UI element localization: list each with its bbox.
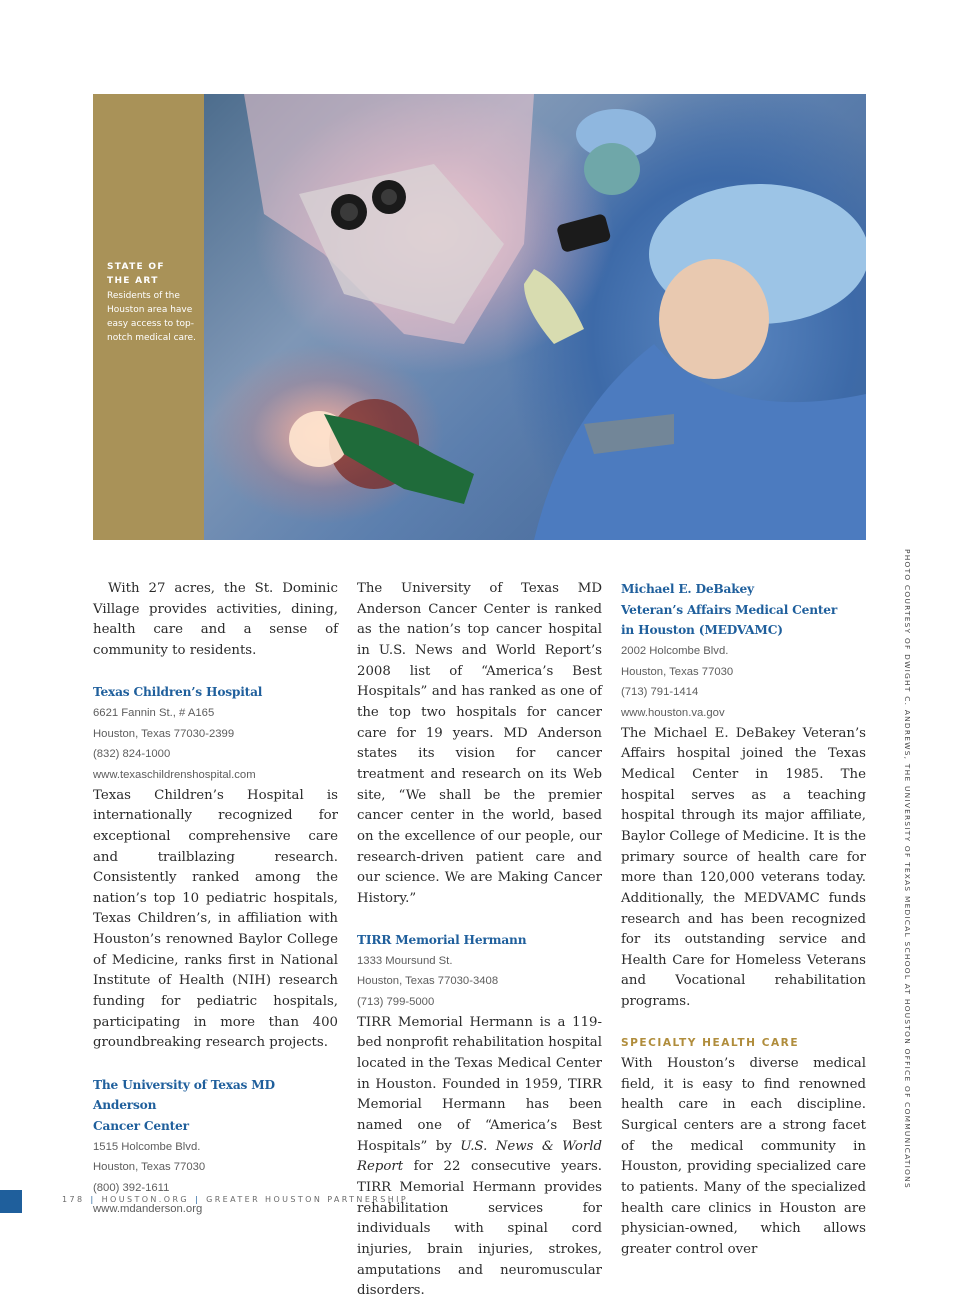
footer-site: HOUSTON.ORG	[101, 1195, 190, 1204]
surgery-photo	[204, 94, 866, 540]
mda-name-line2: Cancer Center	[93, 1119, 189, 1134]
tch-city: Houston, Texas 77030-2399	[93, 727, 235, 740]
spacer	[93, 1054, 338, 1075]
footer-publisher: GREATER HOUSTON PARTNERSHIP	[206, 1195, 409, 1204]
footer-separator: |	[90, 1195, 96, 1204]
tirr-body-publication: U.S. News & World Report	[357, 1138, 602, 1175]
specialty-body: With Houston’s diverse medical field, it is easy to find renowned health care in each discipline. Surgical centers are a strong facet of the medical community in Houston, providing specialized care to patients. Many of the specialized health care clinics in Houston are physician-owned, which allows greater control over	[621, 1056, 866, 1257]
folio-accent-bar	[0, 1190, 22, 1213]
feature-photo-block	[93, 94, 866, 540]
tch-address: 6621 Fannin St., # A165	[93, 706, 215, 719]
spacer	[621, 1013, 866, 1034]
mda-name-line1: The University of Texas MD Anderson	[93, 1077, 275, 1113]
va-name-line3: in Houston (MEDVAMC)	[621, 623, 783, 638]
va-web-link[interactable]: www.houston.va.gov	[621, 706, 725, 719]
tirr-phone: (713) 799-5000	[357, 996, 435, 1009]
va-name-line1: Michael E. DeBakey	[621, 582, 754, 596]
spacer	[357, 910, 602, 931]
page-number: 178	[62, 1195, 85, 1204]
spacer	[93, 662, 338, 683]
caption-text: Residents of the Houston area have easy access to top-notch medical care.	[107, 290, 196, 344]
tch-phone: (832) 824-1000	[93, 748, 171, 761]
tch-body: Texas Children’s Hospital is internationally recognized for exceptional comprehensive care and trailblazing research. Consistently ranked among the nation’s top 10 pediatric hospitals, Texas Children’s, in affiliation with Houston’s renowned Baylor College of Medicine, ranks first in National Institute of Health (NIH) research funding for pediatric hospitals, participating in more than 400 groundbreaking research projects.	[93, 787, 338, 1051]
mda-web-link[interactable]: www.mdanderson.org	[93, 1202, 203, 1215]
tirr-body-part-b: for 22 consecutive years. TIRR Memorial Hermann provides rehabilitation services for individuals with spinal cord injuries, brain injuries, strokes, amputations and neuromuscular disorders.	[357, 1159, 602, 1299]
va-address: 2002 Holcombe Blvd.	[621, 644, 729, 657]
va-phone: (713) 791-1414	[621, 686, 699, 699]
text-column-3	[621, 579, 866, 1261]
caption-title-line2: THE ART	[107, 276, 159, 287]
specialty-heading: SPECIALTY HEALTH CARE	[621, 1037, 800, 1050]
photo-caption	[107, 260, 199, 346]
mda-phone: (800) 392-1611	[93, 1182, 170, 1194]
va-body: The Michael E. DeBakey Veteran’s Affairs hospital joined the Texas Medical Center in 1985. The hospital serves as a teaching hospital through its major affiliate, Baylor College of Medicine. It is the primary source of health care for more than 120,000 veterans today. Additionally, the MEDVAMC funds research and has been recognized for its outstanding service and Health Care for Homeless Veterans and Vocational rehabilitation programs.	[621, 725, 866, 1010]
intro-paragraph: With 27 acres, the St. Dominic Village provides activities, dining, health care and a sense of community to residents.	[93, 581, 338, 658]
text-column-1	[93, 579, 338, 1219]
tirr-address: 1333 Moursund St.	[357, 954, 453, 967]
caption-title-line1: STATE OF	[107, 262, 165, 272]
page-footer	[62, 1195, 408, 1204]
tch-name: Texas Children’s Hospital	[93, 685, 263, 700]
tirr-name: TIRR Memorial Hermann	[357, 933, 527, 948]
footer-separator: |	[195, 1195, 201, 1204]
text-column-2	[357, 579, 602, 1302]
tch-web-link[interactable]: www.texaschildrenshospital.com	[93, 768, 256, 781]
va-name-line2: Veteran’s Affairs Medical Center	[621, 602, 838, 617]
tirr-body-part-a: TIRR Memorial Hermann is a 119-bed nonprofit rehabilitation hospital located in the Texas Medical Center in Houston. Founded in 1959, TIRR Memorial Hermann has been named one of “America’s Best Hospitals” by	[357, 1014, 602, 1154]
photo-credit: PHOTO COURTESY OF DWIGHT C. ANDREWS, THE UNIVERSITY OF TEXAS MEDICAL SCHOOL AT HOUSTON OFFICE OF COMMUNICATIONS	[903, 549, 912, 1189]
mda-address: 1515 Holcombe Blvd.	[93, 1140, 201, 1153]
surgery-illustration	[204, 94, 866, 540]
mda-body: The University of Texas MD Anderson Cancer Center is ranked as the nation’s top cancer hospital in U.S. News and World Report’s 2008 list of “America’s Best Hospitals” and has ranked as one of the top two hospitals for cancer care for 19 years. MD Anderson states its vision for cancer treatment and research on its Web site, “We shall be the premier cancer center in the world, based on the excellence of our people, our research-driven patient care and our science. We are Making Cancer History.”	[357, 581, 602, 906]
caption-panel	[93, 94, 204, 540]
tirr-body	[357, 1013, 602, 1302]
va-city: Houston, Texas 77030	[621, 665, 734, 678]
tirr-city: Houston, Texas 77030-3408	[357, 975, 499, 988]
mda-city: Houston, Texas 77030	[93, 1161, 206, 1174]
